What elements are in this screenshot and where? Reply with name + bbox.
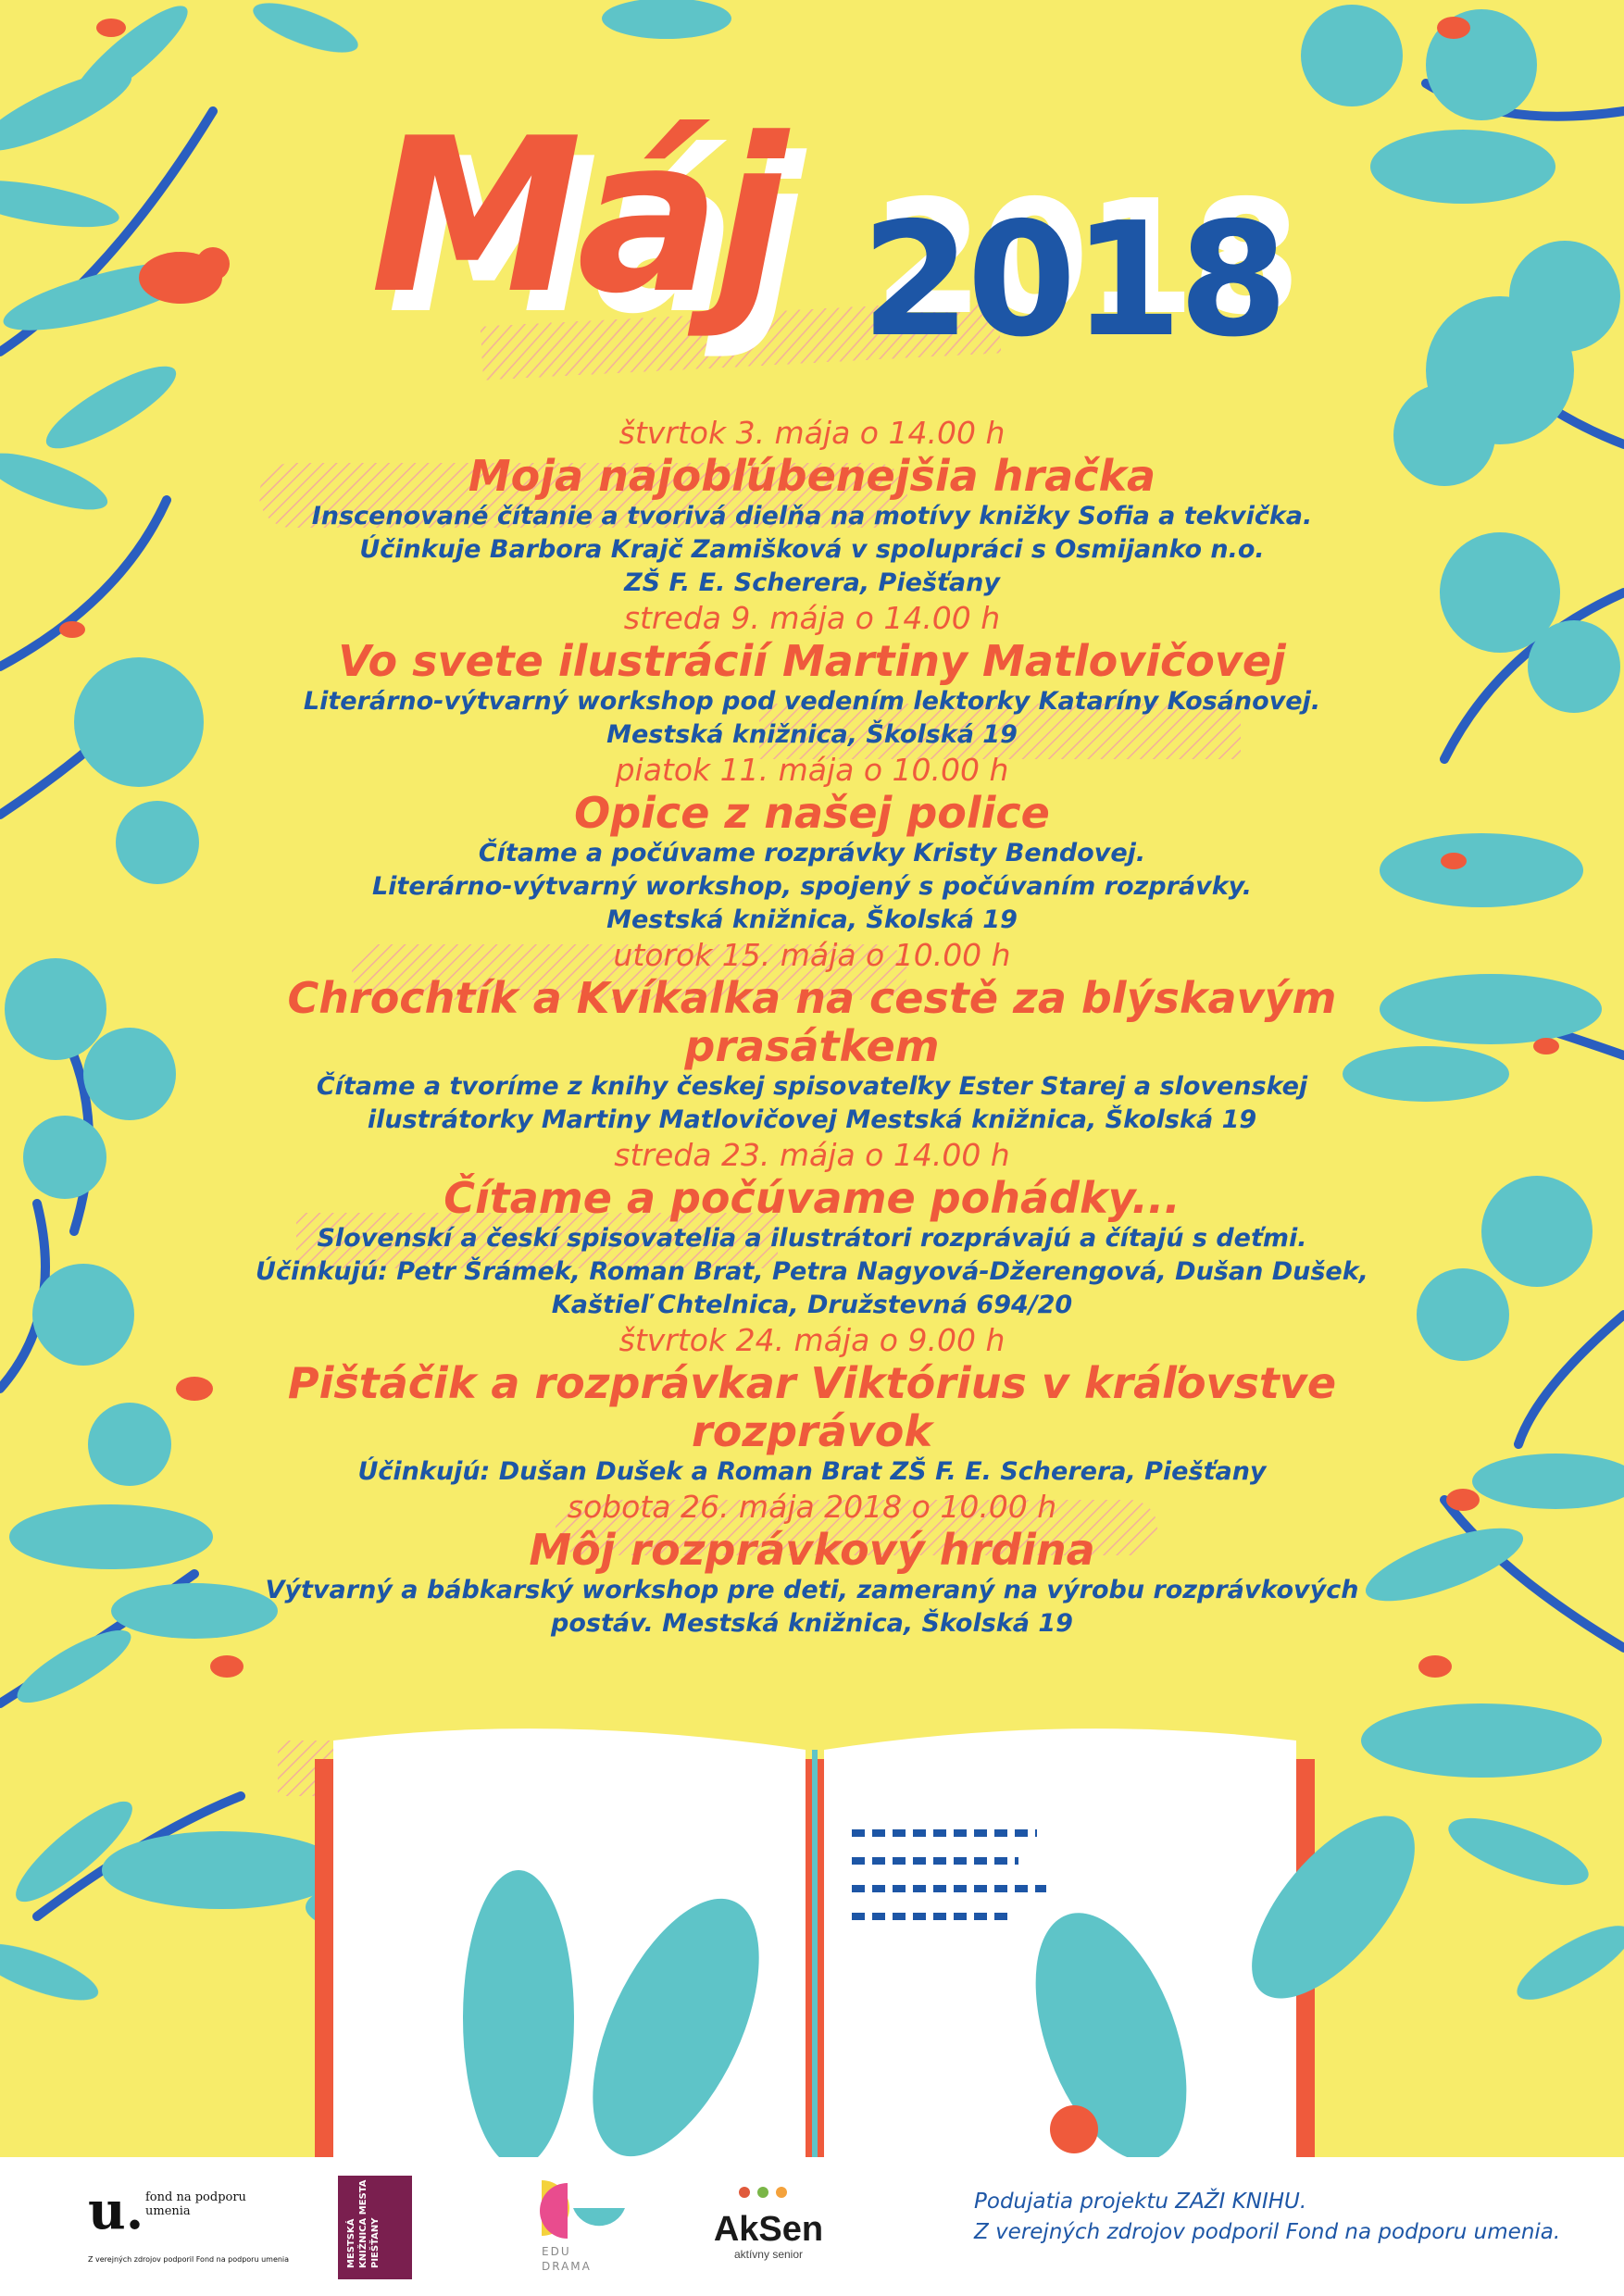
event-date: streda 23. mája o 14.00 h xyxy=(614,1137,1010,1173)
credits-line: Podujatia projektu ZAŽI KNIHU. xyxy=(974,2190,1307,2214)
event-description-line: Literárno-výtvarný workshop pod vedením lektorky Kataríny Kosánovej. xyxy=(303,687,1321,716)
aksen-logo-tagline: aktívny senior xyxy=(733,2248,804,2261)
event-venue: Mestská knižnica, Školská 19 xyxy=(606,720,1018,749)
library-logo-text: MESTSKÁ KNIŽNICA MESTA PIEŠŤANY xyxy=(346,2179,381,2268)
event-6 xyxy=(250,1322,1374,1489)
aksen-logo-figures xyxy=(731,2185,806,2207)
event-date: štvrtok 24. mája o 9.00 h xyxy=(618,1322,1006,1358)
event-description-line: Účinkujú: Dušan Dušek a Roman Brat ZŠ F. E. Scherera, Piešťany xyxy=(357,1457,1267,1486)
event-7 xyxy=(250,1489,1374,1641)
event-3 xyxy=(250,752,1374,937)
event-title: Pištáčik a rozprávkar Viktórius v kráľovstve rozprávok xyxy=(287,1358,1337,1456)
event-2 xyxy=(250,600,1374,752)
fpu-logo-name: fond na podporu umenia xyxy=(145,2190,246,2218)
event-description-line: Čítame a počúvame rozprávky Kristy Bendovej. xyxy=(478,839,1146,867)
events-list xyxy=(250,415,1374,1641)
event-venue: postáv. Mestská knižnica, Školská 19 xyxy=(551,1609,1073,1638)
poster-title-year: 2018 xyxy=(861,189,1285,372)
event-1 xyxy=(250,415,1374,600)
event-description-line: Účinkuje Barbora Krajč Zamišková v spolupráci s Osmijanko n.o. xyxy=(359,535,1265,564)
event-date: sobota 26. mája 2018 o 10.00 h xyxy=(567,1489,1057,1525)
event-title: Vo svete ilustrácií Martiny Matlovičovej xyxy=(338,636,1286,686)
fpu-logo-mark: u. xyxy=(88,2180,144,2241)
event-description-line: Literárno-výtvarný workshop, spojený s počúvaním rozprávky. xyxy=(371,872,1253,901)
event-title: Čítame a počúvame pohádky... xyxy=(443,1173,1181,1223)
event-4 xyxy=(250,937,1374,1137)
event-venue: Mestská knižnica, Školská 19 xyxy=(606,905,1018,934)
edudrama-logo-mark xyxy=(514,2176,625,2240)
aksen-logo-name: AkSen xyxy=(713,2210,824,2249)
event-venue: ZŠ F. E. Scherera, Piešťany xyxy=(624,568,1000,597)
open-book-illustration xyxy=(315,1728,1443,2157)
event-title: Môj rozprávkový hrdina xyxy=(529,1525,1095,1575)
event-5 xyxy=(250,1137,1374,1322)
fpu-logo xyxy=(88,2180,329,2277)
event-date: štvrtok 3. mája o 14.00 h xyxy=(618,415,1006,451)
event-description-line: Čítame a tvoríme z knihy českej spisovateľky Ester Starej a slovenskej xyxy=(316,1072,1308,1101)
event-title: Moja najobľúbenejšia hračka xyxy=(468,451,1156,501)
library-logo xyxy=(338,2176,412,2279)
sponsor-footer xyxy=(0,2157,1624,2296)
event-title: Opice z našej police xyxy=(574,788,1050,838)
event-description-line: Výtvarný a bábkarský workshop pre deti, zameraný na výrobu rozprávkových xyxy=(265,1576,1359,1604)
event-description-line: Účinkujú: Petr Šrámek, Roman Brat, Petra Nagyová-Džerengová, Dušan Dušek, xyxy=(256,1257,1368,1286)
aksen-logo xyxy=(704,2185,833,2268)
event-description-line: Slovenskí a českí spisovatelia a ilustrátori rozprávajú a čítajú s deťmi. xyxy=(317,1224,1307,1253)
event-date: streda 9. mája o 14.00 h xyxy=(623,600,1001,636)
event-venue: Kaštieľ Chtelnica, Družstevná 694/20 xyxy=(551,1291,1073,1319)
event-title: Chrochtík a Kvíkalka na cestě za blýskavým prasátkem xyxy=(287,973,1337,1071)
event-description-line: ilustrátorky Martiny Matlovičovej Mestská knižnica, Školská 19 xyxy=(367,1105,1257,1134)
fpu-logo-caption: Z verejných zdrojov podporil Fond na podporu umenia xyxy=(88,2255,290,2264)
edudrama-logo-text: EDU DRAMA xyxy=(542,2245,592,2273)
edudrama-logo xyxy=(514,2176,625,2282)
event-date: utorok 15. mája o 10.00 h xyxy=(613,937,1011,973)
credits-line: Z verejných zdrojov podporil Fond na podporu umenia. xyxy=(974,2220,1561,2244)
project-credits xyxy=(974,2187,1585,2248)
event-description-line: Inscenované čítanie a tvorivá dielňa na motívy knižky Sofia a tekvička. xyxy=(311,502,1313,530)
poster-title-month: Máj xyxy=(370,94,782,341)
event-date: piatok 11. mája o 10.00 h xyxy=(615,752,1009,788)
